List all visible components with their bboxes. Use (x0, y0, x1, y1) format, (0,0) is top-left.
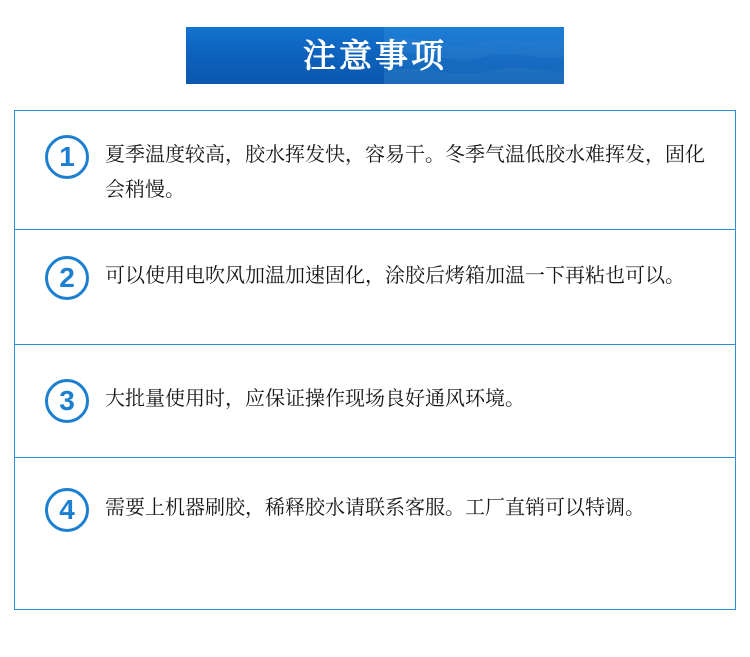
note-text: 夏季温度较高，胶水挥发快，容易干。冬季气温低胶水难挥发，固化会稍慢。 (105, 142, 705, 201)
notes-list (14, 110, 736, 610)
title-banner (186, 27, 564, 84)
list-item (15, 458, 735, 610)
page-title: 注意事项 (303, 36, 447, 75)
note-number-badge: 3 (45, 379, 89, 423)
list-item (15, 230, 735, 345)
note-text: 可以使用电吹风加温加速固化，涂胶后烤箱加温一下再粘也可以。 (105, 263, 685, 287)
list-item (15, 345, 735, 458)
note-text: 需要上机器刷胶，稀释胶水请联系客服。工厂直销可以特调。 (105, 495, 645, 519)
note-number-badge: 4 (45, 488, 89, 532)
note-number-badge: 2 (45, 256, 89, 300)
note-text: 大批量使用时，应保证操作现场良好通风环境。 (105, 386, 525, 410)
note-number-badge: 1 (45, 135, 89, 179)
list-item (15, 111, 735, 230)
title-banner-wrapper (0, 27, 750, 84)
